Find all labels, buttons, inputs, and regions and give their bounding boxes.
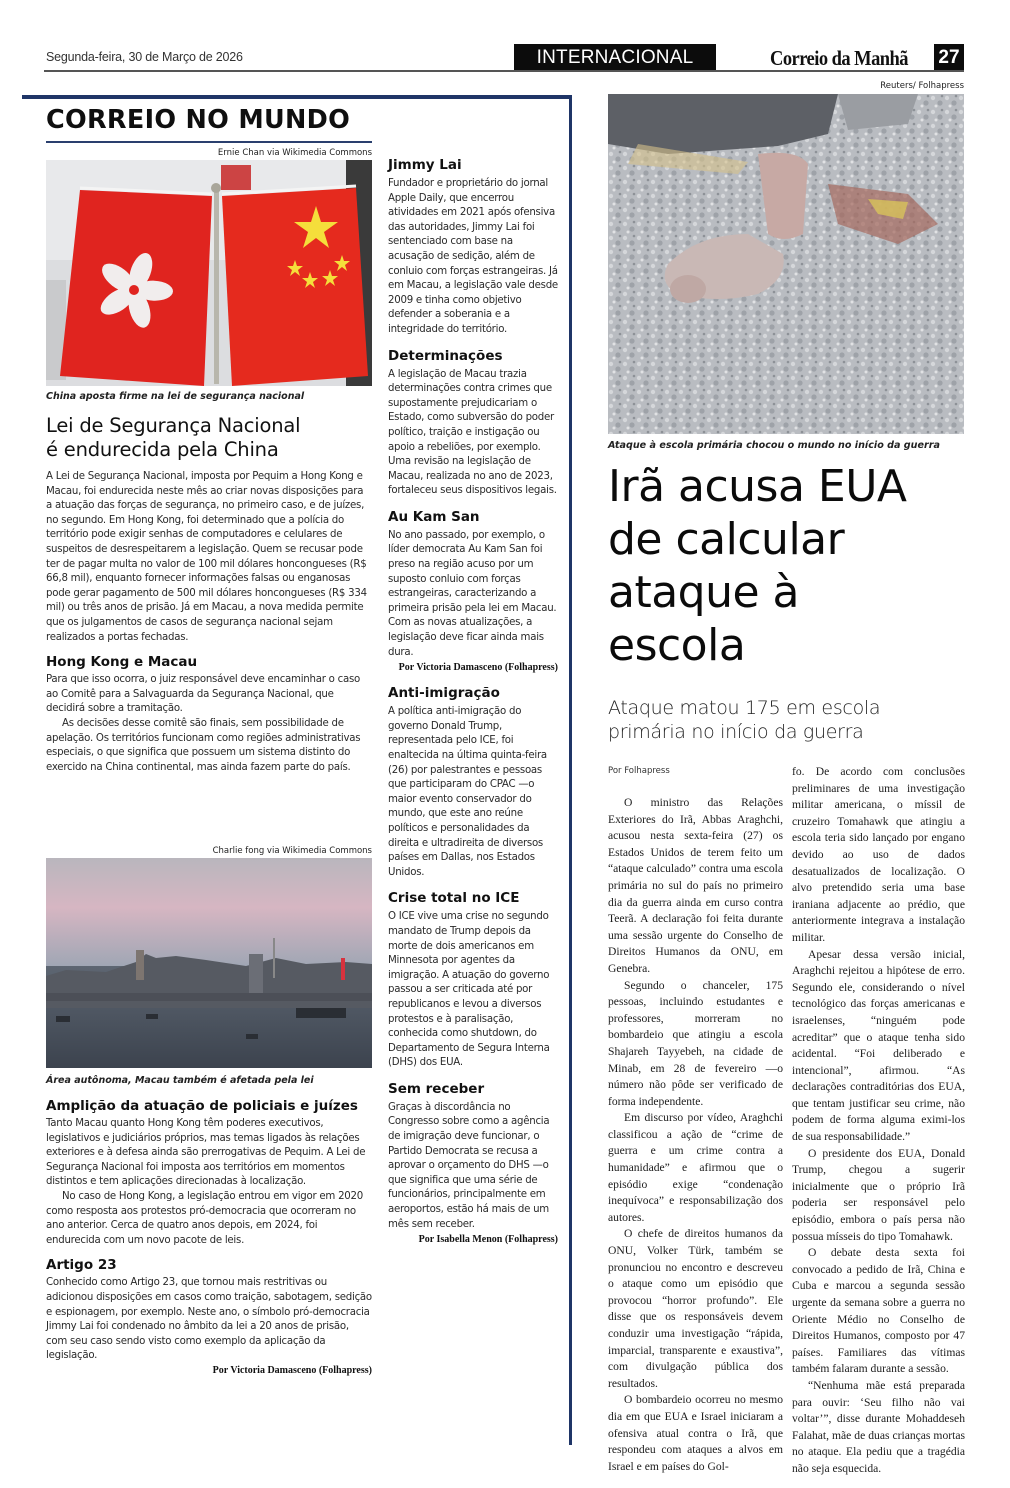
subhead-jimmy-lai: Jimmy Lai [388, 157, 462, 173]
rubble-photo [608, 94, 964, 434]
page-number: 27 [934, 44, 964, 72]
paragraph: Conhecido como Artigo 23, que tornou mais restritivas ou adicionou disposições em casos como traição, sabotagem, sedição e espionagem, por exemplo. Neste ano, o símbolo pró-democracia Jimmy Lai foi condenado no âmbito da lei a 20 anos de prisão, com seu caso sendo visto como exemplo da aplicação da legislação. [46, 1277, 372, 1362]
photo-credit: Reuters/ Folhapress [880, 81, 964, 91]
article-column-2: fo. De acordo com conclusões preliminares de uma investigação militar americana, o míssil de cruzeiro Tomahawk que atingiu a escola teria sido lançado por engano devido ao uso de dados desatualizados de localização. O alvo pretendido seria uma base iraniana adjacente ao prédio, que anteriormente integrava a instalação militar. Apesar dessa versão inicial, Araghchi rejeitou a hipótese de erro. Segundo ele, considerando o nível tecnológico das forças americanas e israelenses, “ninguém pode acreditar” que o ataque tenha sido acidental. “Foi deliberado e intencional”, afirmou. “As declarações contraditórias dos EUA, que tentam justificar seu crime, não podem de forma alguma eximi-los de sua responsabilidade.” O presidente dos EUA, Donald Trump, chegou a sugerir inicialmente que o próprio Irã poderia ser responsável pelo episódio, embora o país persa não possua mísseis do tipo Tomahawk. O debate desta sexta foi convocado a pedido de Irã, China e Cuba e marcou a segunda sessão urgente da semana sobre a guerra no Oriente Médio no Conselho de Direitos Humanos, composto por 47 países. Familiares das vítimas também falaram durante a sessão. “Nenhuma mãe está preparada para ouvir: ‘Seu filho não vai voltar’”, disse durante Mohaddeseh Falahat, mãe de duas crianças mortas no ataque. Ela pediu que a tragédia não seja esquecida. [792, 765, 965, 1475]
photo-credit: Ernie Chan via Wikimedia Commons [217, 148, 372, 158]
subhead-hong-kong-macau: Hong Kong e Macau [46, 654, 198, 671]
paragraph: Graças à discordância no Congresso sobre como a agência de imigração deve funcionar, o Partido Democrata se recusa a aprovar o orçamento do DHS —o que significa que uma série de funcionários, principalmente em aeroportos, estão há mais de um mês sem receber. [388, 1101, 550, 1230]
macau-skyline-illustration [46, 858, 372, 1068]
paragraph: A política anti-imigração do governo Donald Trump, representada pelo ICE, foi enaltecida na última quinta-feira (26) por palestrantes e pessoas que participaram do CPAC —o maior evento conservador do mundo, que este ano reúne políticos e personalidades da direita e ultradireita de diversos países em Dallas, nos Estados Unidos. [388, 706, 547, 878]
macau-skyline-photo [46, 858, 372, 1068]
subhead-au-kam-san: Au Kam San [388, 508, 480, 525]
subhead-determinacoes: Determinações [388, 347, 503, 364]
main-headline: Irã acusa EUA de calcular ataque à escola [608, 461, 907, 671]
paragraph: O ICE vive uma crise no segundo mandato de Trump depois da morte de dois americanos em Minnesota por agentes da imigração. A atuação do governo passou a ser criticada até por republicanos e levou a diversos protestos e à paralisação, conhecida como shutdown, do Departamento de Segura Interna (DHS) dos EUA. [388, 911, 550, 1069]
photo-caption: China aposta firme na lei de segurança nacional [46, 391, 305, 402]
middle-column [388, 157, 558, 1245]
section-title-rule [46, 141, 372, 143]
byline: Por Isabella Menon (Folhapress) [418, 1234, 558, 1246]
subhead-sem-receber: Sem receber [388, 1080, 485, 1097]
paragraph: A legislação de Macau trazia determinações contra crimes que supostamente prejudicariam o Estado, como subversão do poder político, traição e instigação ou apoio a rebeliões, por exemplo. Uma revisão na legislação de Macau, realizada no ano de 2023, fortaleceu seus dispositivos legais. [388, 368, 557, 497]
left-article [46, 414, 372, 775]
article-column-1: O ministro das Relações Exteriores do Irã, Abbas Araghchi, acusou nesta sexta-feira (27) os Estados Unidos de terem feito um “ataque calculado” contra uma escola primária no sul do país no primeiro dia da guerra ainda em curso contra Teerã. A declaração foi feita durante uma sessão urgente do Conselho de Direitos Humanos da ONU, em Genebra. Segundo o chanceler, 175 pessoas, incluindo estudantes e professores, morreram no bombardeio que atingiu a escola Shajareh Tayyebeh, na cidade de Minab, em 28 de fevereiro —o número não pôde ser verificado de forma independente. Em discurso por vídeo, Araghchi classificou a ação de “crime de guerra e um crime contra a humanidade” e afirmou que o episódio exige “condenação inequívoca” e responsabilização dos autores. O chefe de direitos humanos da ONU, Volker Türk, também se pronunciou no encontro e descreveu o ataque como um episódio que provocou “horror profundo”. Ele disse que os responsáveis devem conduzir uma investigação “rápida, imparcial, transparente e exaustiva”, com divulgação pública dos resultados. O bombardeio ocorreu no mesmo dia em que EUA e Israel iniciaram a ofensiva atual contra o Irã, que respondeu com ataques a alvos em Israel e em países do Gol- [608, 796, 783, 1473]
newspaper-logo: Correio da Manhã [770, 46, 909, 70]
section-label: INTERNACIONAL [514, 44, 716, 72]
byline: Por Folhapress [608, 766, 670, 776]
header-divider [44, 70, 964, 72]
subhead-anti-imigracao: Anti-imigração [388, 685, 500, 702]
article-headline: Lei de Segurança Nacional é endurecida pela China [46, 414, 301, 461]
photo-credit: Charlie fong via Wikimedia Commons [212, 846, 372, 856]
subhead-artigo-23: Artigo 23 [46, 1257, 117, 1274]
main-subheadline: Ataque matou 175 em escola primária no início da guerra [608, 697, 881, 743]
paragraph: Tanto Macau quanto Hong Kong têm poderes executivos, legislativos e judiciários próprios, mas temas ligados às relações exteriores e à defesa ainda são prerrogativas de Pequim. A Lei de Segurança Nacional foi imposta aos territórios em momentos distintos e tem aplicações direcionadas à localização. No caso de Hong Kong, a legislação entrou em vigor em 2020 como resposta aos protestos pró-democracia que ocorreram no ano anterior. Cerca de quatro anos depois, em 2024, foi endurecida com um novo pacote de leis. [46, 1118, 366, 1246]
article-lead: A Lei de Segurança Nacional, imposta por Pequim a Hong Kong e Macau, foi endurecida neste mês ao criar novas disposições para a atuação das forças de segurança, no primeiro caso, e de juízes, no segundo. Em Hong Kong, foi determinado que a polícia do território pode exigir senhas de computadores e celulares de suspeitos de desrespeitarem a legislação. Quem se recusar pode ter de pagar multa no valor de 100 mil dólares honcongueses (R$ 66,8 mil), enquanto fornecer informações falsas ou enganosas pode gerar pagamento de 500 mil dólares honcongueses (R$ 334 mil) ou três anos de prisão. Já em Macau, a nova medida permite que os julgamentos de casos de segurança nacional sejam realizados a portas fechadas. [46, 471, 367, 643]
byline: Por Victoria Damasceno (Folhapress) [398, 662, 558, 674]
flags-illustration [46, 160, 372, 386]
byline: Por Victoria Damasceno (Folhapress) [212, 1364, 372, 1376]
rubble-illustration [608, 94, 964, 434]
photo-caption: Ataque à escola primária chocou o mundo no início da guerra [608, 440, 940, 451]
section-title: CORREIO NO MUNDO [46, 105, 351, 135]
subhead-amplicao: Amplição da atuação de policiais e juízes [46, 1098, 358, 1114]
photo-caption: Área autônoma, Macau também é afetada pela lei [46, 1075, 314, 1086]
subhead-crise-total-no-ice: Crise total no ICE [388, 890, 520, 907]
paragraph: Para que isso ocorra, o juiz responsável deve encaminhar o caso ao Comitê para a Salvaguarda da Segurança Nacional, que decidirá sobre a tramitação. As decisões desse comitê são finais, sem possibilidade de apelação. Os territórios funcionam como regiões administrativas especiais, o que significa que possuem um sistema distinto do exercido na China continental, mas ainda fazem parte do país. [46, 674, 361, 773]
paragraph: Fundador e proprietário do jornal Apple Daily, que encerrou atividades em 2021 após ofensiva das autoridades, Jimmy Lai foi sentenciado com base na acusação de sedição, além de conluio com forças estrangeiras. Já em Macau, a legislação vale desde 2009 e tinha como objetivo defender a soberania e a integridade do território. [388, 178, 558, 335]
left-article-continued [46, 1098, 372, 1376]
edition-date: Segunda-feira, 30 de Março de 2026 [46, 50, 243, 64]
flags-photo [46, 160, 372, 386]
paragraph: No ano passado, por exemplo, o líder democrata Au Kam San foi preso na região acuso por um suposto conluio com forças estrangeiras, caracterizando a primeira prisão pela lei em Macau. Com as novas atualizações, a legislação deve ficar ainda mais dura. [388, 529, 557, 658]
